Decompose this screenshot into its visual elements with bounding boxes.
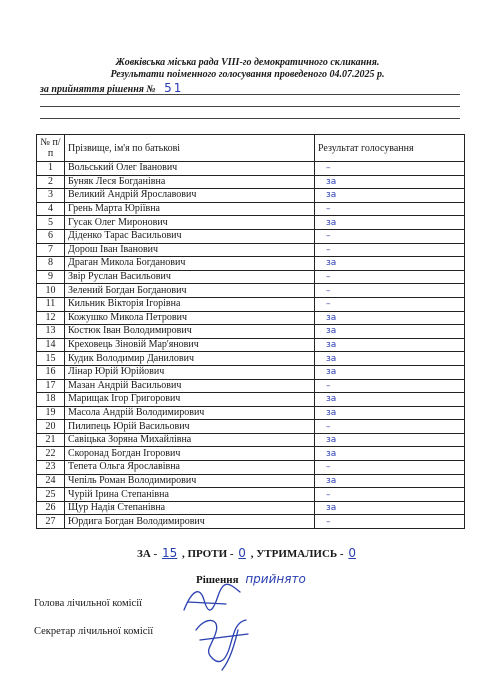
deputy-name: Грень Марта Юріївна	[65, 202, 315, 216]
deputy-name: Мазан Андрій Васильович	[65, 379, 315, 393]
vote-result-cell	[315, 189, 465, 203]
table-row	[37, 393, 465, 407]
vote-result-cell	[315, 365, 465, 379]
vote-result-cell	[315, 284, 465, 298]
vote-mark: –	[326, 462, 331, 473]
table-row	[37, 379, 465, 393]
row-number: 19	[37, 406, 65, 420]
vote-result-cell	[315, 474, 465, 488]
vote-result-cell	[315, 325, 465, 339]
deputy-name: Чепіль Роман Володимирович	[65, 474, 315, 488]
table-row	[37, 501, 465, 515]
col-name-header: Прізвище, ім'я по батькові	[65, 135, 315, 162]
deputy-name: Савіцька Зоряна Михайлівна	[65, 433, 315, 447]
vote-mark: –	[326, 244, 331, 255]
vote-result-cell	[315, 202, 465, 216]
za-label: ЗА -	[137, 548, 158, 560]
vote-mark: –	[326, 272, 331, 283]
deputy-name: Великий Андрій Ярославович	[65, 189, 315, 203]
row-number: 14	[37, 338, 65, 352]
table-row	[37, 352, 465, 366]
row-number: 22	[37, 447, 65, 461]
col-no-header: № п/п	[37, 135, 65, 162]
row-number: 13	[37, 325, 65, 339]
utrymalys-label: , УТРИМАЛИСЬ -	[250, 548, 344, 560]
vote-result-cell	[315, 406, 465, 420]
table-row	[37, 284, 465, 298]
deputy-name: Діденко Тарас Васильович	[65, 229, 315, 243]
vote-mark: за	[326, 326, 337, 337]
table-row	[37, 202, 465, 216]
table-row	[37, 243, 465, 257]
table-row	[37, 297, 465, 311]
vote-mark: –	[326, 163, 331, 174]
vote-result-cell	[315, 175, 465, 189]
blank-line	[40, 94, 460, 95]
deputy-name: Кильник Вікторія Ігорівна	[65, 297, 315, 311]
deputy-name: Кудик Володимир Данилович	[65, 352, 315, 366]
deputy-name: Марищак Ігор Григорович	[65, 393, 315, 407]
row-number: 25	[37, 488, 65, 502]
vote-result-cell	[315, 515, 465, 529]
deputy-name: Буняк Леся Богданівна	[65, 175, 315, 189]
vote-mark: за	[326, 448, 337, 459]
vote-result-cell	[315, 447, 465, 461]
table-row	[37, 175, 465, 189]
commission-head-label: Голова лічильної комісії	[34, 598, 143, 609]
vote-result-cell	[315, 433, 465, 447]
vote-result-cell	[315, 216, 465, 230]
vote-result-cell	[315, 393, 465, 407]
deputy-name: Щур Надія Степанівна	[65, 501, 315, 515]
vote-mark: –	[326, 421, 331, 432]
vote-mark: за	[326, 407, 337, 418]
vote-result-cell	[315, 270, 465, 284]
vote-result-cell	[315, 297, 465, 311]
table-row	[37, 515, 465, 529]
deputy-name: Зелений Богдан Богданович	[65, 284, 315, 298]
proty-value: 0	[238, 546, 246, 560]
vote-mark: –	[326, 516, 331, 527]
vote-mark: за	[326, 190, 337, 201]
vote-result-cell	[315, 243, 465, 257]
vote-result-cell	[315, 229, 465, 243]
table-row	[37, 216, 465, 230]
vote-mark: за	[326, 435, 337, 446]
table-row	[37, 257, 465, 271]
deputy-name: Пилипець Юрій Васильович	[65, 420, 315, 434]
row-number: 17	[37, 379, 65, 393]
vote-result-cell	[315, 379, 465, 393]
votes-table	[36, 134, 465, 529]
row-number: 20	[37, 420, 65, 434]
vote-mark: –	[326, 231, 331, 242]
utrymalys-value: 0	[348, 546, 356, 560]
decision-value: прийнято	[245, 572, 306, 586]
row-number: 26	[37, 501, 65, 515]
deputy-name: Костюк Іван Володимирович	[65, 325, 315, 339]
vote-mark: –	[326, 489, 331, 500]
row-number: 16	[37, 365, 65, 379]
row-number: 18	[37, 393, 65, 407]
deputy-name: Кожушко Микола Петрович	[65, 311, 315, 325]
deputy-name: Скоронад Богдан Ігорович	[65, 447, 315, 461]
commission-secretary-label: Секретар лічильної комісії	[34, 626, 154, 637]
decision-prefix: за прийняття рішення №	[40, 84, 156, 95]
deputy-name: Чурій Ірина Степанівна	[65, 488, 315, 502]
vote-mark: –	[326, 204, 331, 215]
vote-result-cell	[315, 461, 465, 475]
table-row	[37, 488, 465, 502]
table-row	[37, 325, 465, 339]
vote-mark: за	[326, 475, 337, 486]
vote-result-cell	[315, 488, 465, 502]
row-number: 24	[37, 474, 65, 488]
vote-totals	[0, 546, 495, 560]
vote-result-cell	[315, 338, 465, 352]
vote-result-cell	[315, 162, 465, 176]
vote-mark: за	[326, 367, 337, 378]
deputy-name: Дорош Іван Іванович	[65, 243, 315, 257]
deputy-name: Креховець Зіновій Мар'янович	[65, 338, 315, 352]
proty-label: , ПРОТИ -	[181, 548, 234, 560]
table-header-row	[37, 135, 465, 162]
vote-mark: –	[326, 299, 331, 310]
table-row	[37, 189, 465, 203]
vote-mark: за	[326, 394, 337, 405]
table-row	[37, 365, 465, 379]
vote-result-cell	[315, 352, 465, 366]
deputy-name: Звір Руслан Васильович	[65, 270, 315, 284]
table-row	[37, 270, 465, 284]
deputy-name: Юрдига Богдан Володимирович	[65, 515, 315, 529]
row-number: 27	[37, 515, 65, 529]
council-title: Жовківська міська рада VIII-го демократичного скликання.	[115, 57, 380, 68]
vote-result-cell	[315, 501, 465, 515]
table-row	[37, 229, 465, 243]
decision-label: Рішення	[196, 574, 239, 586]
blank-line	[40, 118, 460, 119]
row-number: 8	[37, 257, 65, 271]
col-result-header: Результат голосування	[315, 135, 465, 162]
row-number: 10	[37, 284, 65, 298]
table-row	[37, 420, 465, 434]
row-number: 4	[37, 202, 65, 216]
session-title: Результати поіменного голосування проведеного 04.07.2025 р.	[110, 69, 385, 80]
row-number: 11	[37, 297, 65, 311]
vote-mark: за	[326, 353, 337, 364]
decision-number: 51	[164, 81, 184, 95]
deputy-name: Драган Микола Богданович	[65, 257, 315, 271]
blank-line	[40, 106, 460, 107]
row-number: 12	[37, 311, 65, 325]
table-row	[37, 461, 465, 475]
table-row	[37, 474, 465, 488]
row-number: 1	[37, 162, 65, 176]
row-number: 9	[37, 270, 65, 284]
deputy-name: Лінар Юрій Юрійович	[65, 365, 315, 379]
table-row	[37, 433, 465, 447]
table-row	[37, 311, 465, 325]
za-value: 15	[161, 546, 178, 560]
row-number: 23	[37, 461, 65, 475]
deputy-name: Тепета Ольга Ярославівна	[65, 461, 315, 475]
row-number: 2	[37, 175, 65, 189]
decision-line	[40, 81, 183, 95]
row-number: 21	[37, 433, 65, 447]
deputy-name: Масола Андрій Володимирович	[65, 406, 315, 420]
row-number: 15	[37, 352, 65, 366]
vote-result-cell	[315, 257, 465, 271]
vote-mark: за	[326, 312, 337, 323]
table-row	[37, 162, 465, 176]
vote-mark: –	[326, 380, 331, 391]
row-number: 5	[37, 216, 65, 230]
vote-mark: –	[326, 285, 331, 296]
row-number: 3	[37, 189, 65, 203]
vote-mark: за	[326, 503, 337, 514]
vote-mark: за	[326, 340, 337, 351]
votes-table-body	[37, 162, 465, 529]
vote-result-cell	[315, 420, 465, 434]
row-number: 6	[37, 229, 65, 243]
secretary-signature-mark	[186, 610, 266, 674]
deputy-name: Гусак Олег Миронович	[65, 216, 315, 230]
table-row	[37, 447, 465, 461]
table-row	[37, 338, 465, 352]
table-row	[37, 406, 465, 420]
vote-mark: за	[326, 258, 337, 269]
row-number: 7	[37, 243, 65, 257]
deputy-name: Вольський Олег Іванович	[65, 162, 315, 176]
vote-mark: за	[326, 176, 337, 187]
vote-result-cell	[315, 311, 465, 325]
vote-mark: за	[326, 217, 337, 228]
